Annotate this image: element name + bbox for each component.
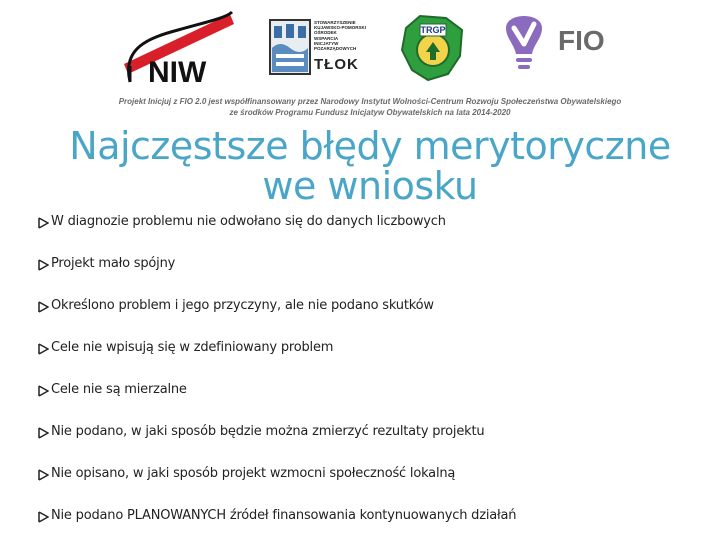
list-item: [38, 298, 708, 340]
list-item-text: Nie podano, w jaki sposób będzie można zmierzyć rezultaty projektu: [51, 424, 485, 439]
niw-logo-text: NIW: [148, 56, 207, 88]
arrow-bullet-icon: [38, 511, 49, 523]
fio-logo-text: FIO: [558, 25, 605, 56]
list-item: [38, 424, 708, 466]
slide-title-line: Najczęstsze błędy merytoryczne: [69, 124, 671, 168]
list-item-text: Określono problem i jego przyczyny, ale nie podano skutków: [51, 298, 434, 313]
niw-logo: [118, 8, 240, 88]
arrow-bullet-icon: [38, 427, 49, 439]
list-item-text: Projekt mało spójny: [51, 256, 176, 271]
arrow-bullet-icon: [38, 301, 49, 313]
list-item-text: Nie podano PLANOWANYCH źródeł finansowania kontynuowanych działań: [51, 508, 517, 523]
trgp-logo-text: TRGP: [420, 25, 446, 35]
arrow-bullet-icon: [38, 343, 49, 355]
list-item: [38, 466, 708, 508]
tlok-logo: [268, 16, 376, 78]
list-item-text: Nie opisano, w jaki sposób projekt wzmocni społeczność lokalną: [51, 466, 456, 481]
tlok-name: TŁOK: [314, 56, 359, 73]
list-item: [38, 214, 708, 256]
arrow-bullet-icon: [38, 385, 49, 397]
tlok-org-text: STOWARZYSZENIE KUJAWSKO-POMORSKI OŚRODEK WSPARCIA INICJATYW POZARZĄDOWYCH: [314, 20, 367, 52]
list-item: [38, 508, 708, 550]
list-item: [38, 382, 708, 424]
funding-note-line: ze środków Programu Fundusz Inicjatyw Obywatelskich na lata 2014-2020: [229, 108, 511, 117]
logo-bar: [0, 0, 720, 92]
funding-note: [110, 96, 630, 118]
list-item-text: W diagnozie problemu nie odwołano się do danych liczbowych: [51, 214, 446, 229]
error-list: [38, 214, 708, 550]
trgp-logo: [398, 12, 468, 84]
funding-note-line: Projekt Inicjuj z FIO 2.0 jest współfinansowany przez Narodowy Instytut Wolności-Centrum Rozwoju Społeczeństwa Obywatelskiego: [118, 97, 622, 106]
slide-title-line: we wniosku: [262, 164, 478, 208]
list-item-text: Cele nie wpisują się w zdefiniowany problem: [51, 340, 334, 355]
arrow-bullet-icon: [38, 217, 49, 229]
list-item: [38, 256, 708, 298]
arrow-bullet-icon: [38, 469, 49, 481]
list-item: [38, 340, 708, 382]
fio-logo: [498, 6, 628, 78]
arrow-bullet-icon: [38, 259, 49, 271]
list-item-text: Cele nie są mierzalne: [51, 382, 187, 397]
slide-title: [40, 126, 700, 206]
